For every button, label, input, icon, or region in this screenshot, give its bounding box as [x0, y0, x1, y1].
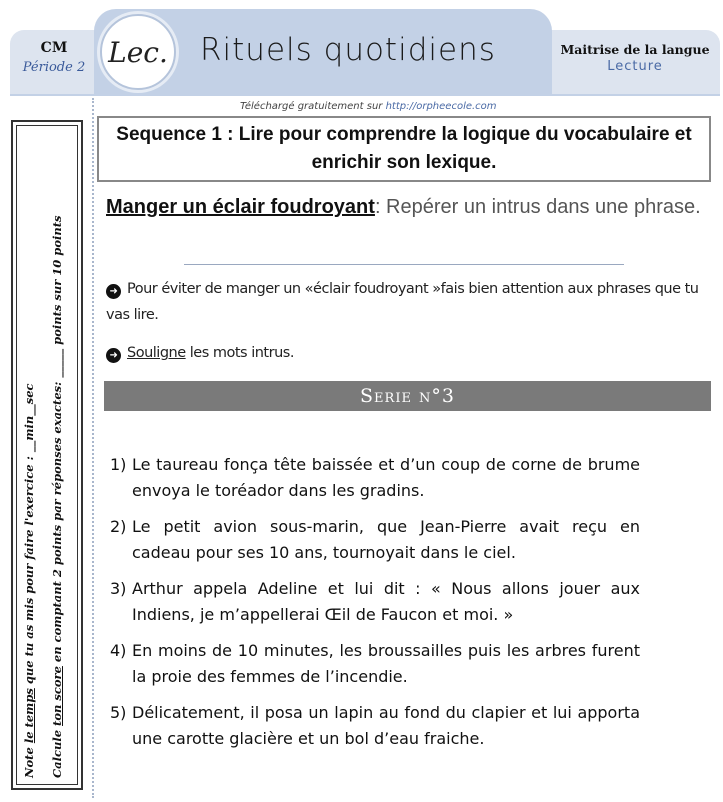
item-text: Délicatement, il posa un lapin au fond du clapier et lui apporta une carotte glacière et un bol d’eau fraiche.	[132, 703, 640, 748]
instruction-1-text: Pour éviter de manger un «éclair foudroyant »fais bien attention aux phrases que tu vas lire.	[106, 281, 699, 323]
domain-label: Maitrise de la langue	[560, 42, 710, 57]
period-label: Période 2	[22, 60, 86, 75]
score-prefix: Calcule	[50, 725, 64, 778]
logo-text: Lec.	[108, 35, 168, 69]
time-instruction	[22, 383, 36, 778]
download-link[interactable]: http://orpheecole.com	[385, 101, 497, 112]
list-item	[110, 452, 640, 504]
item-number: 2)	[110, 517, 127, 536]
download-prefix: Téléchargé gratuitement sur	[240, 101, 383, 112]
arrow-right-icon: ➜	[106, 348, 121, 363]
instruction-2	[106, 340, 711, 366]
item-number: 5)	[110, 703, 127, 722]
margin-dotted-line	[92, 98, 94, 798]
task-description	[106, 192, 710, 222]
download-note	[240, 101, 497, 112]
item-number: 4)	[110, 641, 127, 660]
serie-banner	[104, 381, 711, 411]
sentence-list	[110, 452, 640, 762]
list-item	[110, 638, 640, 690]
item-text: Le petit avion sous-marin, que Jean-Pierre avait reçu en cadeau pour ses 10 ans, tournoyait dans le ciel.	[132, 517, 640, 562]
serie-label: Serie n°3	[360, 385, 455, 407]
score-underlined: ton score	[50, 666, 64, 726]
task-title: Manger un éclair foudroyant	[106, 196, 375, 218]
item-number: 3)	[110, 579, 127, 598]
list-item	[110, 700, 640, 752]
list-item	[110, 514, 640, 566]
level-box	[16, 40, 92, 75]
item-number: 1)	[110, 455, 127, 474]
sequence-label: Sequence 1	[116, 124, 222, 145]
list-item	[110, 576, 640, 628]
time-underlined: le temps	[22, 688, 36, 744]
sequence-box	[97, 116, 711, 182]
score-rest: en comptant 2 points par réponses exactes: _____ points sur 10 points	[50, 215, 64, 667]
page-title: Rituels quotidiens	[200, 32, 496, 68]
logo	[100, 14, 176, 90]
instruction-2-text: les mots intrus.	[185, 345, 294, 361]
task-text: : Repérer un intrus dans une phrase.	[374, 196, 701, 218]
header-divider	[10, 94, 720, 96]
item-text: En moins de 10 minutes, les broussailles puis les arbres furent la proie des femmes de l’incendie.	[132, 641, 640, 686]
separator-line	[184, 264, 624, 265]
time-rest: que tu as mis pour faire l'exercice : __min__sec	[22, 383, 36, 689]
level-label: CM	[40, 40, 68, 56]
instruction-1	[106, 276, 711, 328]
sequence-text: : Lire pour comprendre la logique du vocabulaire et enrichir son lexique.	[221, 124, 692, 173]
sequence-heading	[99, 121, 709, 177]
instruction-2-underlined: Souligne	[127, 345, 186, 361]
item-text: Le taureau fonça tête baissée et d’un coup de corne de brume envoya le toréador dans les gradins.	[132, 455, 640, 500]
score-instruction	[50, 215, 64, 778]
arrow-right-icon: ➜	[106, 284, 121, 299]
item-text: Arthur appela Adeline et lui dit : « Nous allons jouer aux Indiens, je m’appellerai Œil de Faucon et moi. »	[132, 579, 640, 624]
time-prefix: Note	[22, 743, 36, 778]
subject-label: Lecture	[607, 59, 663, 74]
subject-box	[560, 42, 710, 74]
